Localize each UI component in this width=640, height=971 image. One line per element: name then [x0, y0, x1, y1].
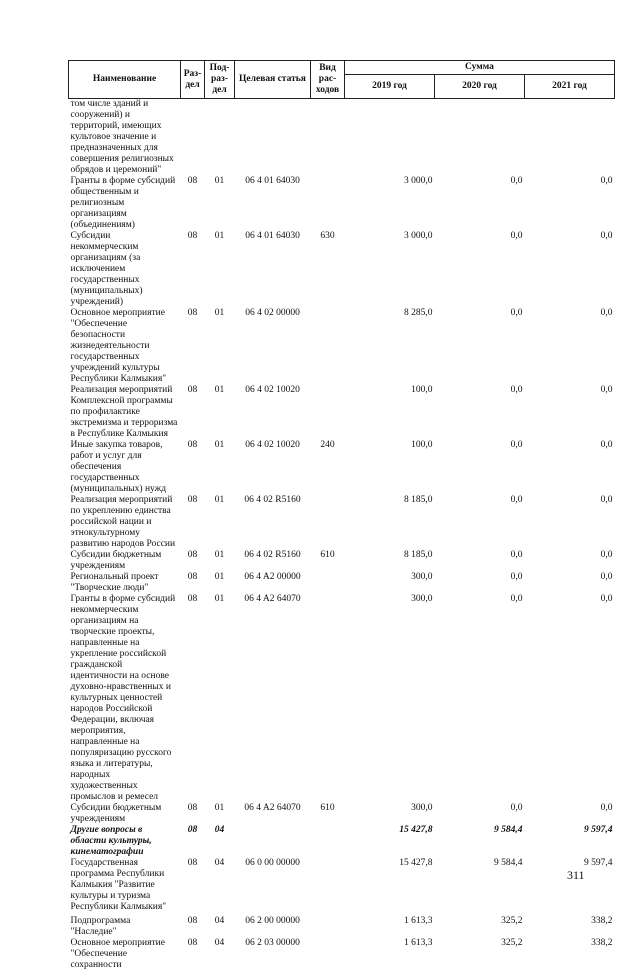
- header-2021: 2021 год: [525, 75, 615, 99]
- cell-name: Государственная программа Республики Калмыкия "Развитие культуры и туризма Республики Калмыкия": [69, 858, 181, 913]
- cell-target: 06 4 02 R5160: [235, 495, 311, 550]
- cell-vid: [311, 495, 345, 550]
- cell-razdel: 08: [181, 938, 205, 971]
- cell-vid: 610: [311, 550, 345, 572]
- table-row: [69, 825, 615, 858]
- cell-vid: [311, 913, 345, 938]
- cell-vid: [311, 308, 345, 385]
- cell-razdel: 08: [181, 385, 205, 440]
- cell-2019: 8 185,0: [345, 550, 435, 572]
- cell-2021: 338,2: [525, 913, 615, 938]
- cell-2019: 15 427,8: [345, 825, 435, 858]
- cell-2021: 338,2: [525, 938, 615, 971]
- cell-2020: 0,0: [435, 550, 525, 572]
- cell-podrazdel: 01: [205, 385, 235, 440]
- cell-vid: [311, 99, 345, 177]
- cell-2020: 0,0: [435, 440, 525, 495]
- table-row: [69, 913, 615, 938]
- cell-name: Иные закупка товаров, работ и услуг для обеспечения государственных (муниципальных) нужд: [69, 440, 181, 495]
- cell-podrazdel: 04: [205, 858, 235, 913]
- cell-2019: 15 427,8: [345, 858, 435, 913]
- cell-2020: 0,0: [435, 594, 525, 803]
- cell-2019: 100,0: [345, 440, 435, 495]
- cell-razdel: 08: [181, 594, 205, 803]
- cell-2020: 0,0: [435, 572, 525, 594]
- table-row: [69, 385, 615, 440]
- cell-podrazdel: 01: [205, 572, 235, 594]
- cell-name: Гранты в форме субсидий общественным и религиозным организациям (объединениям): [69, 176, 181, 231]
- cell-target: 06 0 00 00000: [235, 858, 311, 913]
- cell-target: [235, 99, 311, 177]
- table-row: [69, 231, 615, 308]
- cell-2021: [525, 99, 615, 177]
- cell-2019: 8 185,0: [345, 495, 435, 550]
- cell-2021: 0,0: [525, 176, 615, 231]
- cell-2019: 3 000,0: [345, 231, 435, 308]
- header-vid: Вид рас-ходов: [311, 61, 345, 99]
- cell-razdel: 08: [181, 440, 205, 495]
- cell-podrazdel: 01: [205, 550, 235, 572]
- cell-target: [235, 825, 311, 858]
- cell-vid: [311, 385, 345, 440]
- table-row: [69, 550, 615, 572]
- cell-2019: 100,0: [345, 385, 435, 440]
- cell-2021: 9 597,4: [525, 825, 615, 858]
- cell-razdel: 08: [181, 825, 205, 858]
- cell-razdel: [181, 99, 205, 177]
- cell-target: 06 4 02 00000: [235, 308, 311, 385]
- header-summa: Сумма: [345, 61, 615, 75]
- cell-razdel: 08: [181, 572, 205, 594]
- table-header: [69, 61, 615, 99]
- cell-podrazdel: 04: [205, 938, 235, 971]
- cell-2020: 0,0: [435, 803, 525, 825]
- header-2020: 2020 год: [435, 75, 525, 99]
- cell-2020: 0,0: [435, 231, 525, 308]
- cell-2019: 1 613,3: [345, 938, 435, 971]
- cell-name: Субсидии бюджетным учреждениям: [69, 550, 181, 572]
- cell-razdel: 08: [181, 913, 205, 938]
- table-row: [69, 440, 615, 495]
- cell-2021: 0,0: [525, 594, 615, 803]
- cell-2021: 0,0: [525, 495, 615, 550]
- cell-2021: 0,0: [525, 550, 615, 572]
- cell-name: Субсидии некоммерческим организациям (за исключением государственных (муниципальных) учреждений): [69, 231, 181, 308]
- table-row: [69, 803, 615, 825]
- cell-vid: [311, 572, 345, 594]
- table-row: [69, 594, 615, 803]
- cell-vid: [311, 825, 345, 858]
- cell-2021: 0,0: [525, 440, 615, 495]
- cell-name: Субсидии бюджетным учреждениям: [69, 803, 181, 825]
- cell-razdel: 08: [181, 550, 205, 572]
- cell-razdel: 08: [181, 803, 205, 825]
- cell-2021: 9 597,4: [525, 858, 615, 913]
- page-number: 311: [567, 868, 585, 883]
- cell-2020: 0,0: [435, 495, 525, 550]
- cell-vid: [311, 176, 345, 231]
- cell-2020: [435, 99, 525, 177]
- table-row: [69, 938, 615, 971]
- cell-podrazdel: 01: [205, 594, 235, 803]
- cell-razdel: 08: [181, 495, 205, 550]
- cell-2020: 325,2: [435, 913, 525, 938]
- cell-name: Другие вопросы в области культуры, кинематографии: [69, 825, 181, 858]
- header-podrazdel: Под-раз-дел: [205, 61, 235, 99]
- table-row: [69, 495, 615, 550]
- cell-razdel: 08: [181, 231, 205, 308]
- header-2019: 2019 год: [345, 75, 435, 99]
- cell-target: 06 4 A2 64070: [235, 803, 311, 825]
- cell-vid: 610: [311, 803, 345, 825]
- cell-name: Основное мероприятие "Обеспечение сохранности: [69, 938, 181, 971]
- cell-vid: [311, 938, 345, 971]
- cell-target: 06 2 03 00000: [235, 938, 311, 971]
- cell-vid: [311, 594, 345, 803]
- cell-2020: 0,0: [435, 308, 525, 385]
- cell-2021: 0,0: [525, 385, 615, 440]
- cell-2019: 3 000,0: [345, 176, 435, 231]
- cell-razdel: 08: [181, 176, 205, 231]
- cell-name: том числе зданий и сооружений) и территорий, имеющих культовое значение и предназначенных для совершения религиозных обрядов и церемоний": [69, 99, 181, 177]
- cell-2019: 300,0: [345, 803, 435, 825]
- table-body: [69, 99, 615, 971]
- cell-vid: 630: [311, 231, 345, 308]
- cell-name: Гранты в форме субсидий некоммерческим организациям на творческие проекты, направленные на укрепление российской гражданской идентичности на основе духовно-нравственных и культурных ценностей народов Российской Федерации, включая мероприятия, направленные на популяризацию русского языка и литературы, народных художественных промыслов и ремесел: [69, 594, 181, 803]
- cell-target: 06 2 00 00000: [235, 913, 311, 938]
- cell-podrazdel: 04: [205, 825, 235, 858]
- header-name: Наименование: [69, 61, 181, 99]
- cell-name: Региональный проект "Творческие люди": [69, 572, 181, 594]
- cell-podrazdel: 04: [205, 913, 235, 938]
- cell-name: Подпрограмма "Наследие": [69, 913, 181, 938]
- cell-2020: 325,2: [435, 938, 525, 971]
- table-row: [69, 308, 615, 385]
- table-row: [69, 99, 615, 177]
- cell-podrazdel: 01: [205, 231, 235, 308]
- cell-2019: 8 285,0: [345, 308, 435, 385]
- cell-2020: 9 584,4: [435, 825, 525, 858]
- cell-podrazdel: 01: [205, 495, 235, 550]
- budget-table: [68, 60, 615, 971]
- cell-2019: 300,0: [345, 572, 435, 594]
- table-row: [69, 572, 615, 594]
- cell-target: 06 4 02 10020: [235, 385, 311, 440]
- cell-2019: 300,0: [345, 594, 435, 803]
- cell-razdel: 08: [181, 858, 205, 913]
- cell-2021: 0,0: [525, 308, 615, 385]
- cell-2020: 9 584,4: [435, 858, 525, 913]
- cell-2019: [345, 99, 435, 177]
- cell-podrazdel: 01: [205, 803, 235, 825]
- cell-2020: 0,0: [435, 385, 525, 440]
- cell-podrazdel: 01: [205, 440, 235, 495]
- cell-target: 06 4 02 10020: [235, 440, 311, 495]
- cell-target: 06 4 01 64030: [235, 231, 311, 308]
- header-razdel: Раз-дел: [181, 61, 205, 99]
- cell-2021: 0,0: [525, 803, 615, 825]
- table-row: [69, 176, 615, 231]
- cell-name: Реализация мероприятий Комплексной программы по профилактике экстремизма и терроризма в Республике Калмыкия: [69, 385, 181, 440]
- cell-2020: 0,0: [435, 176, 525, 231]
- cell-target: 06 4 02 R5160: [235, 550, 311, 572]
- cell-target: 06 4 01 64030: [235, 176, 311, 231]
- cell-2021: 0,0: [525, 231, 615, 308]
- cell-target: 06 4 A2 00000: [235, 572, 311, 594]
- cell-name: Основное мероприятие "Обеспечение безопасности жизнедеятельности государственных учреждений культуры Республики Калмыкия": [69, 308, 181, 385]
- cell-2021: 0,0: [525, 572, 615, 594]
- cell-razdel: 08: [181, 308, 205, 385]
- header-target: Целевая статья: [235, 61, 311, 99]
- cell-name: Реализация мероприятий по укреплению единства российской нации и этнокультурному развитию народов России: [69, 495, 181, 550]
- cell-target: 06 4 A2 64070: [235, 594, 311, 803]
- cell-podrazdel: 01: [205, 308, 235, 385]
- cell-vid: 240: [311, 440, 345, 495]
- cell-podrazdel: 01: [205, 176, 235, 231]
- cell-podrazdel: [205, 99, 235, 177]
- cell-2019: 1 613,3: [345, 913, 435, 938]
